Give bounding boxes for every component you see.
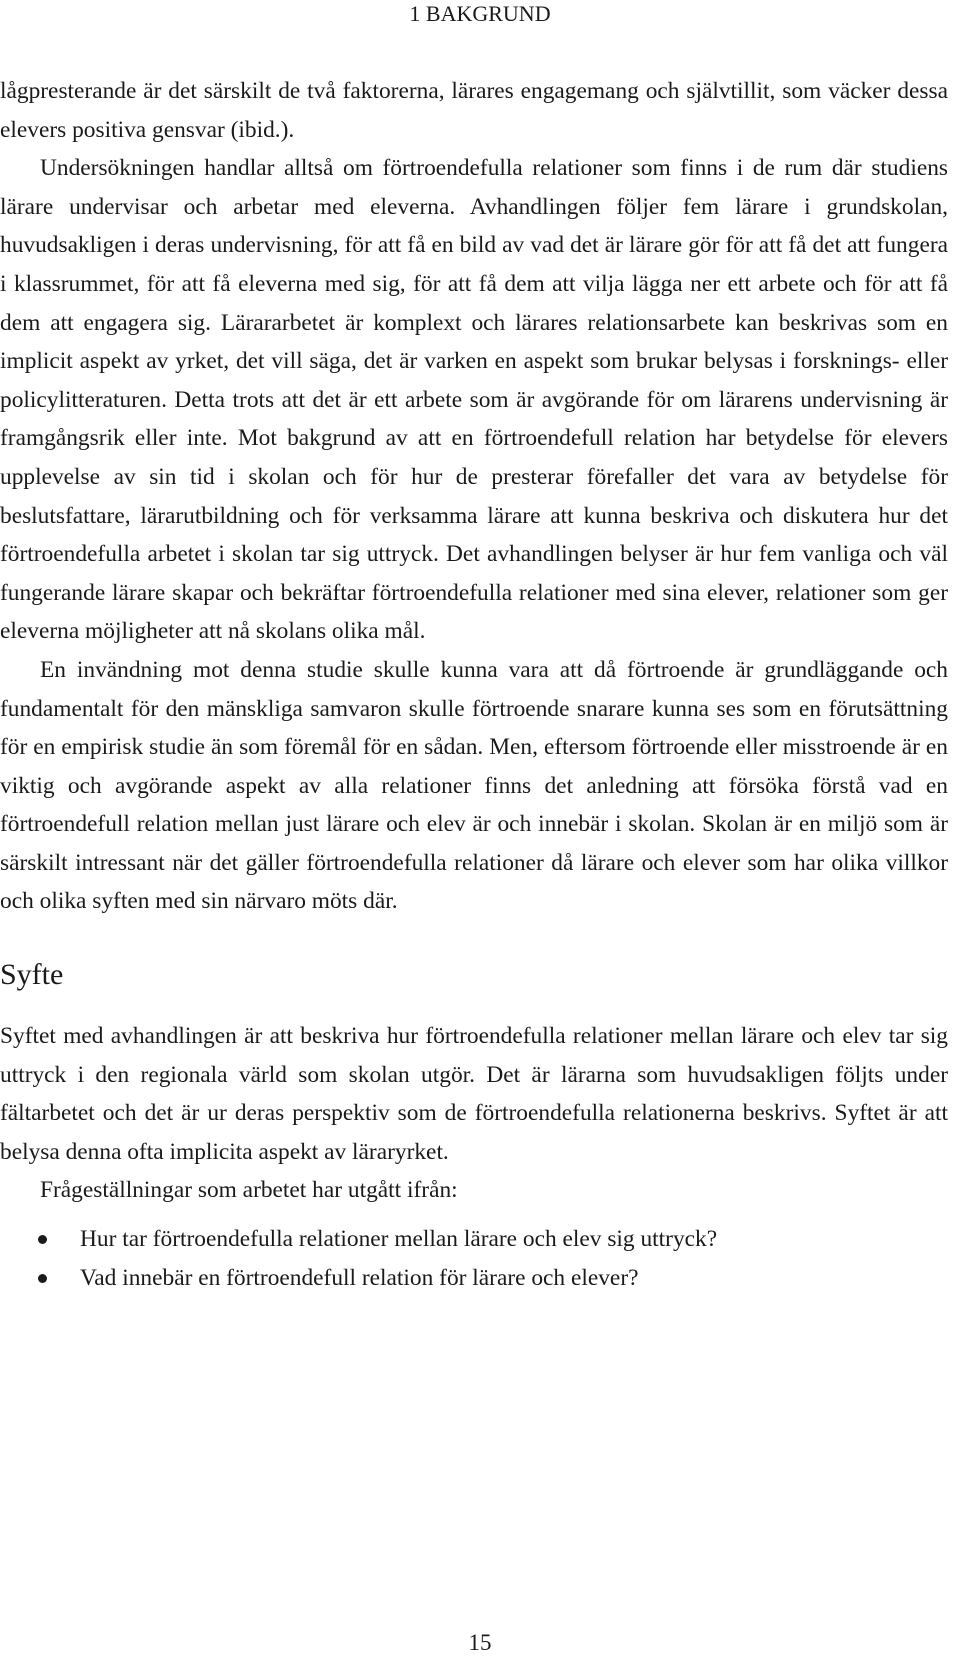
questions-intro: Frågeställningar som arbetet har utgått ifrån: [40,1177,458,1204]
body-paragraph: Undersökningen handlar alltså om förtroendefulla relationer som finns i de rum där studiens lärare undervisar och arbetar med eleverna. Avhandlingen följer fem lärare i grundskolan, huvudsakligen i deras undervisning, för att få en bild av vad det är lärare gör för att få det att fungera i klassrummet, för att få eleverna med sig, för att få dem att vilja lägga ner ett arbete och för att få dem att engagera sig. Lärararbetet är komplext och lärares relationsarbete kan beskrivas som en implicit aspekt av yrket, det vill säga, det är varken en aspekt som brukar belysas i forsknings- eller policylitteraturen. Detta trots att det är ett arbete som är avgörande för om lärarens undervisning är framgångsrik eller inte. Mot bakgrund av att en förtroendefull relation har betydelse för elevers upplevelse av sin tid i skolan och för hur de presterar förefaller det vara av betydelse för beslutsfattare, lärarutbildning och för verksamma lärare att kunna beskriva och diskutera hur det förtroendefulla arbetet i skolan tar sig uttryck. Det avhandlingen belyser är hur fem vanliga och väl fungerande lärare skapar och bekräftar förtroendefulla relationer med sina elever, relationer som ger eleverna möjligheter att nå skolans olika mål. [0,155,948,645]
section-paragraph: Syftet med avhandlingen är att beskriva hur förtroendefulla relationer mellan lärare och elev tar sig uttryck i den regionala värld som skolan utgör. Det är lärarna som huvudsakligen följts under fältarbetet och det är ur deras perspektiv som de förtroendefulla relationerna beskrivs. Syftet är att belysa denna ofta implicita aspekt av läraryrket. [0,1023,948,1165]
question-list [0,1220,948,1297]
body-paragraph: En invändning mot denna studie skulle kunna vara att då förtroende är grundläggande och fundamentalt för den mänskliga samvaron skulle förtroende snarare kunna ses som en förutsättning för en empirisk studie än som föremål för en sådan. Men, eftersom förtroende eller misstroende är en viktig och avgörande aspekt av alla relationer finns det anledning att försöka förstå vad en förtroendefull relation mellan just lärare och elev är och innebär i skolan. Skolan är en miljö som är särskilt intressant när det gäller förtroendefulla relationer då lärare och elever som har olika villkor och olika syften med sin närvaro möts där. [0,656,948,915]
running-header: 1 BAKGRUND [409,1,551,26]
page-number: 15 [468,1630,492,1655]
question-text: Vad innebär en förtroendefull relation för lärare och elever? [80,1264,639,1291]
list-item [0,1259,948,1298]
body-paragraph: lågpresterande är det särskilt de två faktorerna, lärares engagemang och självtillit, som väcker dessa elevers positiva gensvar (ibid.). [0,78,948,143]
bullet-icon [38,1274,47,1283]
page-content [0,72,948,1297]
bullet-icon [38,1235,47,1244]
section-heading: Syfte [0,958,64,992]
question-text: Hur tar förtroendefulla relationer mellan lärare och elev sig uttryck? [80,1226,718,1253]
list-item [0,1220,948,1259]
